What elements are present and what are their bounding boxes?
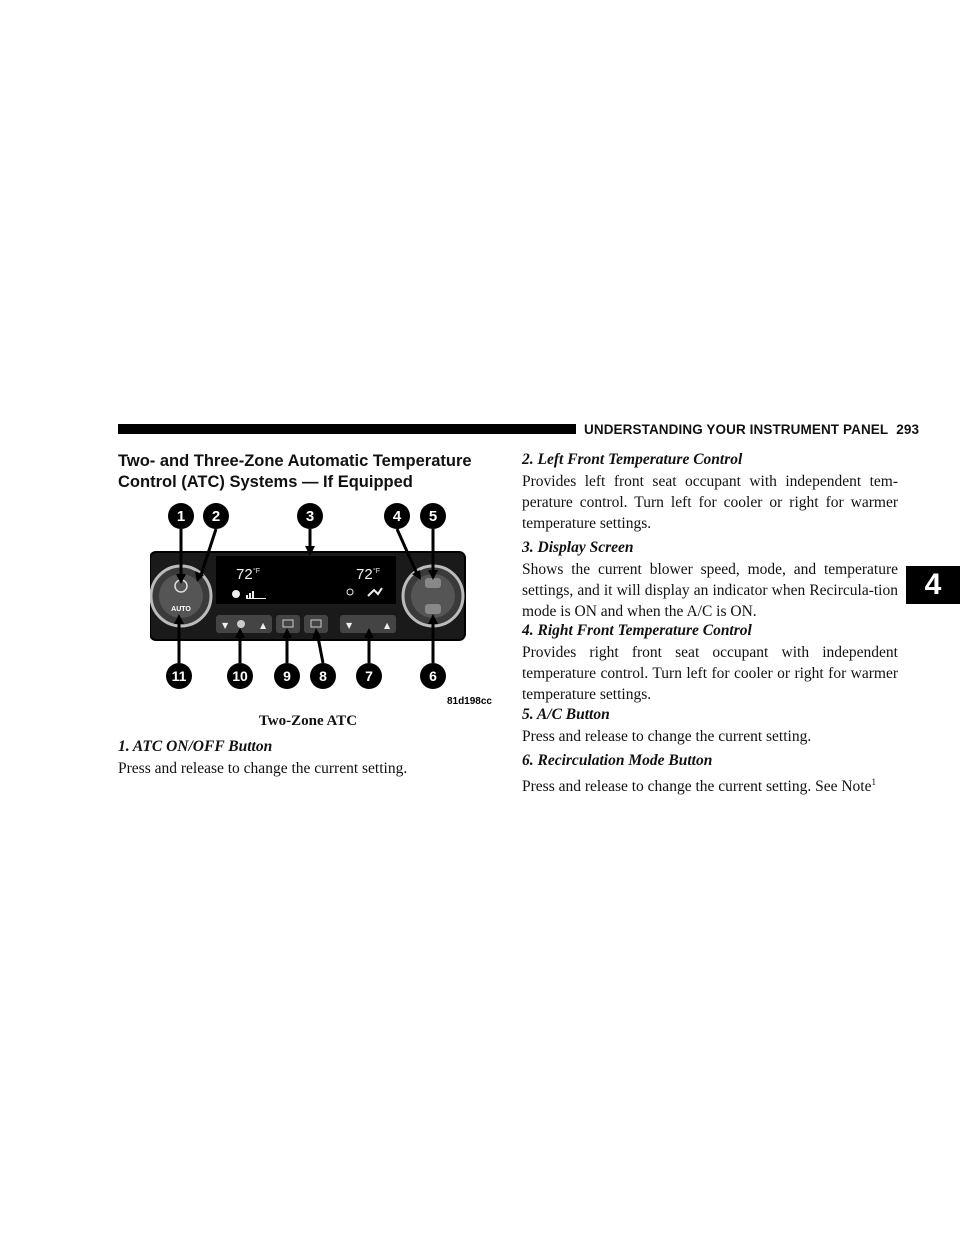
item-body-atc-on-off: Press and release to change the current setting. xyxy=(118,760,408,777)
item-title-left-temp-control: 2. Left Front Temperature Control xyxy=(522,451,743,468)
chapter-tab: 4 xyxy=(906,566,960,604)
right-temperature: 72 xyxy=(356,566,373,583)
figure-caption: Two-Zone ATC xyxy=(258,713,358,729)
callout-11: 11 xyxy=(171,668,187,684)
right-unit: °F xyxy=(373,568,381,575)
item-body-left-temp-control: Provides left front seat occupant with independent tem-perature control. Turn left for cooler or right for warmer temperature settings. xyxy=(522,473,898,532)
left-temperature: 72 xyxy=(236,566,253,583)
page-number: 293 xyxy=(896,422,920,437)
callout-8: 8 xyxy=(319,668,327,684)
left-unit: °F xyxy=(253,568,261,575)
svg-text:▲: ▲ xyxy=(384,621,391,630)
callout-5: 5 xyxy=(428,508,438,525)
item-title-ac-button: 5. A/C Button xyxy=(522,706,610,723)
svg-text:▼: ▼ xyxy=(346,621,353,630)
atc-panel-illustration xyxy=(150,500,500,710)
callout-9: 9 xyxy=(283,668,291,684)
running-title: UNDERSTANDING YOUR INSTRUMENT PANEL xyxy=(584,422,889,437)
item-title-recirculation-button: 6. Recirculation Mode Button xyxy=(522,752,713,769)
svg-text:▲: ▲ xyxy=(260,621,267,630)
callout-3: 3 xyxy=(305,508,315,525)
item-body-display-screen: Shows the current blower speed, mode, and temperature settings, and it will display an indicator when Recircula-tion mode is ON and when the A/C is ON. xyxy=(522,561,898,620)
item-title-display-screen: 3. Display Screen xyxy=(522,539,634,556)
callout-7: 7 xyxy=(365,668,373,684)
section-title: Two- and Three-Zone Automatic Temperature Control (ATC) Systems — If Equipped xyxy=(118,452,472,491)
item-title-atc-on-off: 1. ATC ON/OFF Button xyxy=(118,738,273,755)
note-reference: 1 xyxy=(871,777,876,787)
callout-1: 1 xyxy=(176,508,186,525)
auto-label: AUTO xyxy=(171,606,191,613)
callout-4: 4 xyxy=(392,508,402,525)
header-rule xyxy=(118,424,576,434)
recirculation-body-text: Press and release to change the current setting. See Note xyxy=(522,778,872,796)
callout-2: 2 xyxy=(211,508,221,525)
figure-code: 81d198cc xyxy=(446,696,492,707)
item-title-right-temp-control: 4. Right Front Temperature Control xyxy=(522,622,752,639)
svg-text:▼: ▼ xyxy=(222,621,229,630)
item-body-recirculation-button xyxy=(522,772,898,797)
running-header xyxy=(584,422,919,437)
callout-10: 10 xyxy=(232,668,248,684)
item-body-ac-button: Press and release to change the current setting. xyxy=(522,728,812,745)
item-body-right-temp-control: Provides right front seat occupant with independent temperature control. Turn left for cooler or right for warmer temperature settings. xyxy=(522,644,898,703)
atc-figure xyxy=(150,500,500,710)
callout-6: 6 xyxy=(429,668,437,684)
